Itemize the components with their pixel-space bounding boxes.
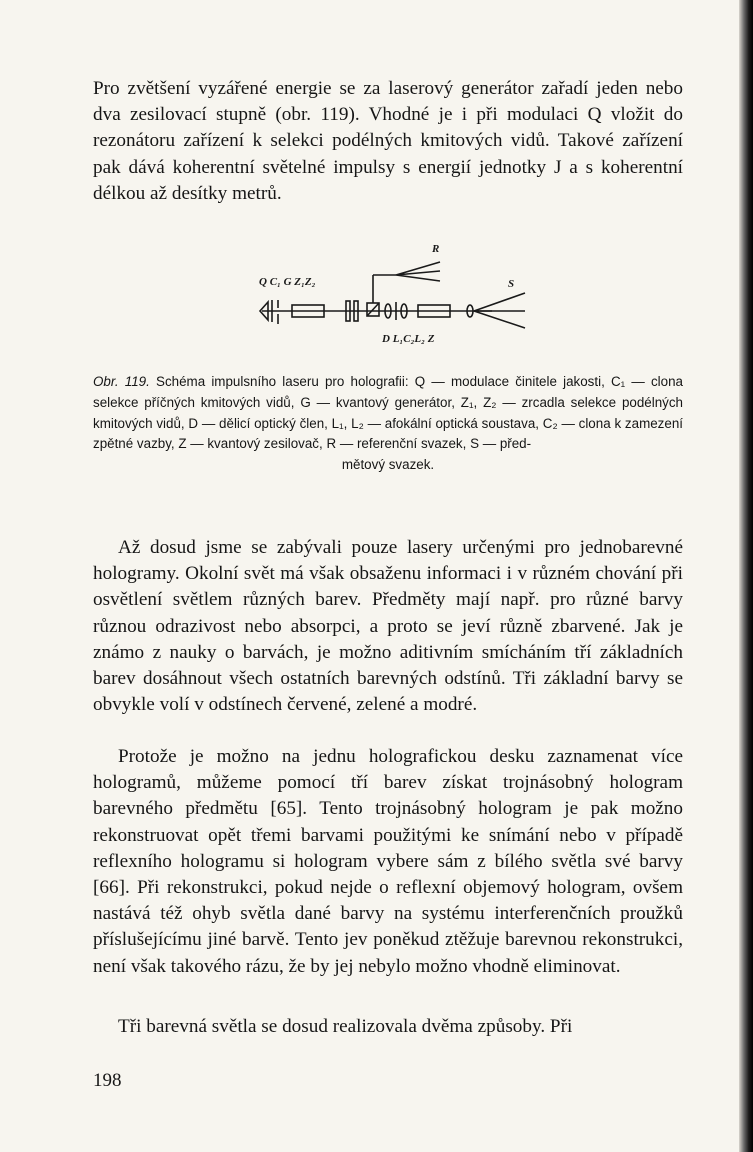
beam-splitter-diagonal xyxy=(367,303,379,316)
figure-label-bottom: D L₁C₂L₂ Z xyxy=(382,333,435,345)
paragraph-1: Pro zvětšení vyzářené energie se za laserový generátor zařadí jeden nebo dva zesilovací stupně (obr. 119). Vhodné je i při modulaci Q vložit do rezonátoru zařízení k selekci podélných kmitových vidů. Takové zařízení pak dává koherentní světelné impulsy s energií jednotky J a s koherentní délkou až desítky metrů. xyxy=(93,78,683,204)
object-beam-spread xyxy=(474,293,525,328)
page-number: 198 xyxy=(93,1070,122,1091)
paragraph-2: Až dosud jsme se zabývali pouze lasery určenými pro jednobarevné hologramy. Okolní svět má však obsaženu informaci i v různém chování při osvětlení světlem různých barev. Předměty mají např. pro různé barvy různou odrazivost nebo absorpci, a proto se jeví různě zbarvené. Jak je známo z nauky o barvách, je možno aditivním smícháním tří základních barev dosáhnout všech ostatních barevných odstínů. Tři základní barvy se obvykle volí v odstínech červené, zelené a modré. xyxy=(93,537,683,716)
figure-label-s: S xyxy=(508,278,515,290)
reference-beam-spread xyxy=(396,262,440,281)
figure-caption-label: Obr. 119. xyxy=(93,374,150,389)
laser-schematic-figure xyxy=(250,238,540,353)
paragraph-3: Protože je možno na jednu holografickou desku zaznamenat více hologramů, můžeme pomocí tří barev získat trojnásobný hologram barevného předmětu [65]. Tento trojnásobný hologram je pak možno rekonstruovat opět třemi barvami použitými ke snímání nebo v případě reflexního hologramu si hologram vybere sám z bílého světla své barvy [66]. Při rekonstrukci, pokud nejde o reflexní objemový hologram, ovšem nastává též ohyb světla dané barvy na systému interferenčních proužků příslušejícímu jiné barvě. Tento jev poněkud ztěžuje barevnou rekonstrukci, není však takového rázu, že by jej nebylo možno vhodně eliminovat. xyxy=(93,746,683,977)
figure-label-top: Q C₁ G Z₁Z₂ xyxy=(259,276,316,288)
page-edge-shadow xyxy=(739,0,753,1152)
figure-caption-text: Schéma impulsního laseru pro holografii: Q — modulace činitele jakosti, C₁ — clona selekce příčných kmitových vidů, G — kvantový generátor, Z₁, Z₂ — zrcadla selekce podélných kmitových vidů, D — dělicí optický člen, L₁, L₂ — afokální optická soustava, C₂ — clona k zamezení zpětné vazby, Z — kvantový zesilovač, R — referenční svazek, S — před- xyxy=(93,374,683,452)
figure-caption-last-line: mětový svazek. xyxy=(341,457,435,473)
figure-label-r: R xyxy=(432,243,440,255)
figure-caption xyxy=(93,372,683,476)
paragraph-4: Tři barevná světla se dosud realizovala dvěma způsoby. Při xyxy=(118,1016,573,1037)
